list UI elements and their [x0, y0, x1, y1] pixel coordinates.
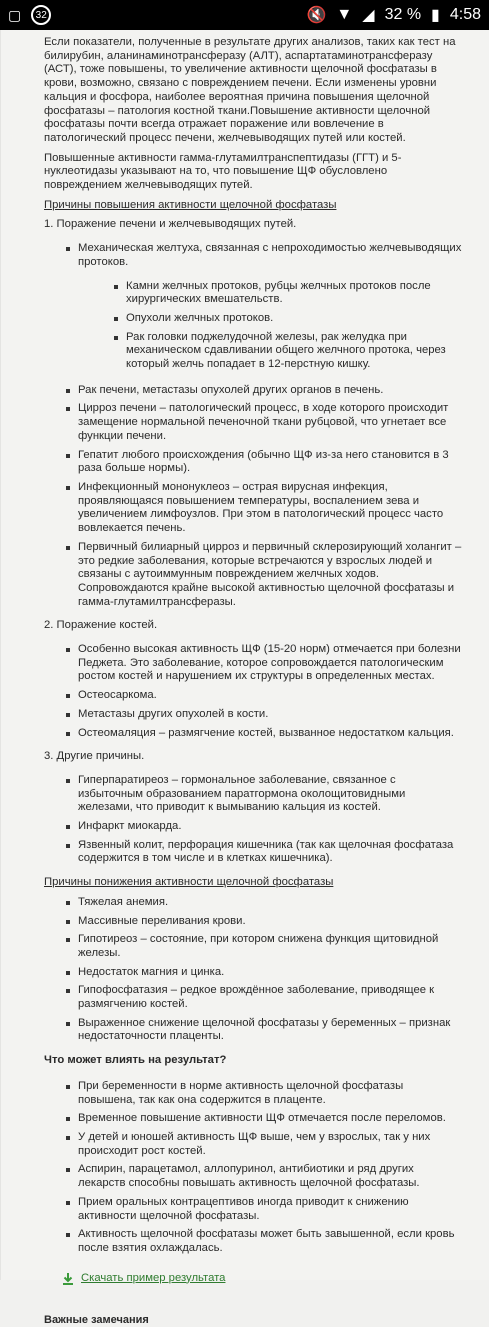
download-icon: [61, 1272, 75, 1286]
list-item: Прием оральных контрацептивов иногда приводит к снижению активности щелочной фосфатазы.: [78, 1196, 463, 1223]
list-item: Цирроз печени – патологический процесс, в ходе которого происходит замещение нормальной печеночной ткани рубцовой, что угнетает все функции печени.: [78, 402, 463, 443]
list-item: Аспирин, парацетамол, аллопуринол, антибиотики и ряд других лекарств способны повышать активность щелочной фосфатазы.: [78, 1163, 463, 1190]
list-item: Опухоли желчных протоков.: [126, 312, 463, 326]
influence-list: [44, 1080, 463, 1256]
important-notes-heading: Важные замечания: [44, 1313, 149, 1326]
list-item: Остеосаркома.: [78, 689, 463, 703]
list-item: Камни желчных протоков, рубцы желчных протоков после хирургических вмешательств.: [126, 280, 463, 307]
signal-icon: ◢: [362, 7, 375, 24]
intro-paragraph-2: Повышенные активности гамма-глутамилтранспептидазы (ГГТ) и 5-нуклеотидазы указывают на то, что повышение ЩФ обусловлено повреждением желчевыводящих путей.: [44, 151, 402, 192]
clock: 4:58: [449, 6, 481, 23]
article-content: [0, 30, 489, 1326]
download-example-label[interactable]: Скачать пример результата: [81, 1271, 226, 1284]
list-item: Остеомаляция – размягчение костей, вызванное недостатком кальция.: [78, 727, 463, 741]
section-bones-title: 2. Поражение костей.: [44, 619, 158, 632]
mute-icon: 🔇: [306, 7, 327, 24]
list-item: Активность щелочной фосфатазы может быть завышенной, если кровь после взятия охлаждалась.: [78, 1228, 463, 1255]
section-liver-list: [44, 242, 463, 609]
list-item: Гипотиреоз – состояние, при котором снижена функция щитовидной железы.: [78, 933, 463, 960]
list-item: Тяжелая анемия.: [78, 896, 463, 910]
section-bones-list: [44, 643, 463, 740]
list-item: Рак головки поджелудочной железы, рак желудка при механическом сдавливании общего желчного протока, через который желчь попадает в 12-перстную кишку.: [126, 331, 463, 372]
battery-level: 32 %: [384, 6, 422, 23]
list-item: Первичный билиарный цирроз и первичный склерозирующий холангит – это редкие заболевания, которые встречаются у взрослых людей и связаны с аутоиммунным повреждением желчных ходов. Сопровождаются крайне высокой активностью щелочной фосфатазы и гамма-глутамилтрансферазы.: [78, 540, 462, 608]
wifi-icon: ▼: [336, 6, 353, 23]
list-item: Гепатит любого происхождения (обычно ЩФ из-за него становится в 3 раза больше нормы).: [78, 449, 463, 476]
list-item: Инфаркт миокарда.: [78, 820, 463, 834]
list-item: Механическая желтуха, связанная с непроходимостью желчевыводящих протоков. Камни желчных протоков, рубцы желчных протоков после хирургических вмешательств. Опухоли желчных протоков. Рак головки поджелудочной железы, рак желудка при механическом сдавливании общего желчного протока, через который желчь попадает в 12-перстную кишку.: [78, 242, 462, 371]
increase-causes-heading[interactable]: Причины повышения активности щелочной фосфатазы: [44, 198, 337, 211]
influence-heading: Что может влиять на результат?: [44, 1054, 227, 1067]
decrease-causes-list: [44, 896, 463, 1044]
decrease-causes-heading[interactable]: Причины понижения активности щелочной фосфатазы: [44, 876, 334, 889]
list-item: Недостаток магния и цинка.: [78, 966, 463, 980]
notification-count-badge: 32: [31, 5, 51, 25]
list-item: Гиперпаратиреоз – гормональное заболевание, связанное с избыточным образованием паратгормона околощитовидными железами, что приводит к вымыванию кальция из костей.: [78, 774, 463, 815]
list-item: Временное повышение активности ЩФ отмечается после переломов.: [78, 1112, 463, 1126]
section-other-list: [44, 774, 463, 866]
list-item: Выраженное снижение щелочной фосфатазы у беременных – признак недостаточности плаценты.: [78, 1017, 463, 1044]
list-item: Массивные переливания крови.: [78, 915, 463, 929]
sub-list: [78, 280, 463, 372]
section-other-title: 3. Другие причины.: [44, 750, 145, 763]
list-item: Гипофосфатазия – редкое врождённое заболевание, приводящее к размягчению костей.: [78, 984, 463, 1011]
list-item: Особенно высокая активность ЩФ (15-20 норм) отмечается при болезни Педжета. Это заболевание, которое сопровождается патологическим ростом костей и нарушением их структуры в определенных местах.: [78, 643, 463, 684]
status-bar: [0, 0, 489, 30]
list-item: Язвенный колит, перфорация кишечника (так как щелочная фосфатаза содержится в том числе и в клетках кишечника).: [78, 839, 463, 866]
list-item: Рак печени, метастазы опухолей других органов в печень.: [78, 384, 463, 398]
battery-icon: ▮: [431, 7, 440, 24]
download-example-link[interactable]: [61, 1272, 463, 1286]
list-item: Метастазы других опухолей в кости.: [78, 708, 463, 722]
section-liver-title: 1. Поражение печени и желчевыводящих путей.: [44, 218, 297, 231]
list-item: При беременности в норме активность щелочной фосфатазы повышена, так как она содержится в плаценте.: [78, 1080, 463, 1107]
list-item: У детей и юношей активность ЩФ выше, чем у взрослых, так у них происходит рост костей.: [78, 1131, 463, 1158]
list-item: Инфекционный мононуклеоз – острая вирусная инфекция, проявляющаяся повышением температуры, воспалением зева и увеличением лимфоузлов. При этом в патологический процесс часто вовлекается печень.: [78, 481, 463, 536]
intro-paragraph-1: Если показатели, полученные в результате других анализов, таких как тест на билирубин, аланинаминотрансферазу (АЛТ), аспартатаминотрансферазу (АСТ), тоже повышены, то увеличение активности щелочной фосфатазы в крови, возможно, связано с повреждением печени. Если изменены уровни кальция и фосфора, наиболее вероятная причина повышения щелочной фосфатазы – патология костной ткани.Повышение активности щелочной фосфатазы почти всегда отражает поражение или вовлечение в патологический процесс печени, желчевыводящих путей или костей.: [44, 36, 456, 144]
app-icon: ▢: [8, 6, 22, 23]
